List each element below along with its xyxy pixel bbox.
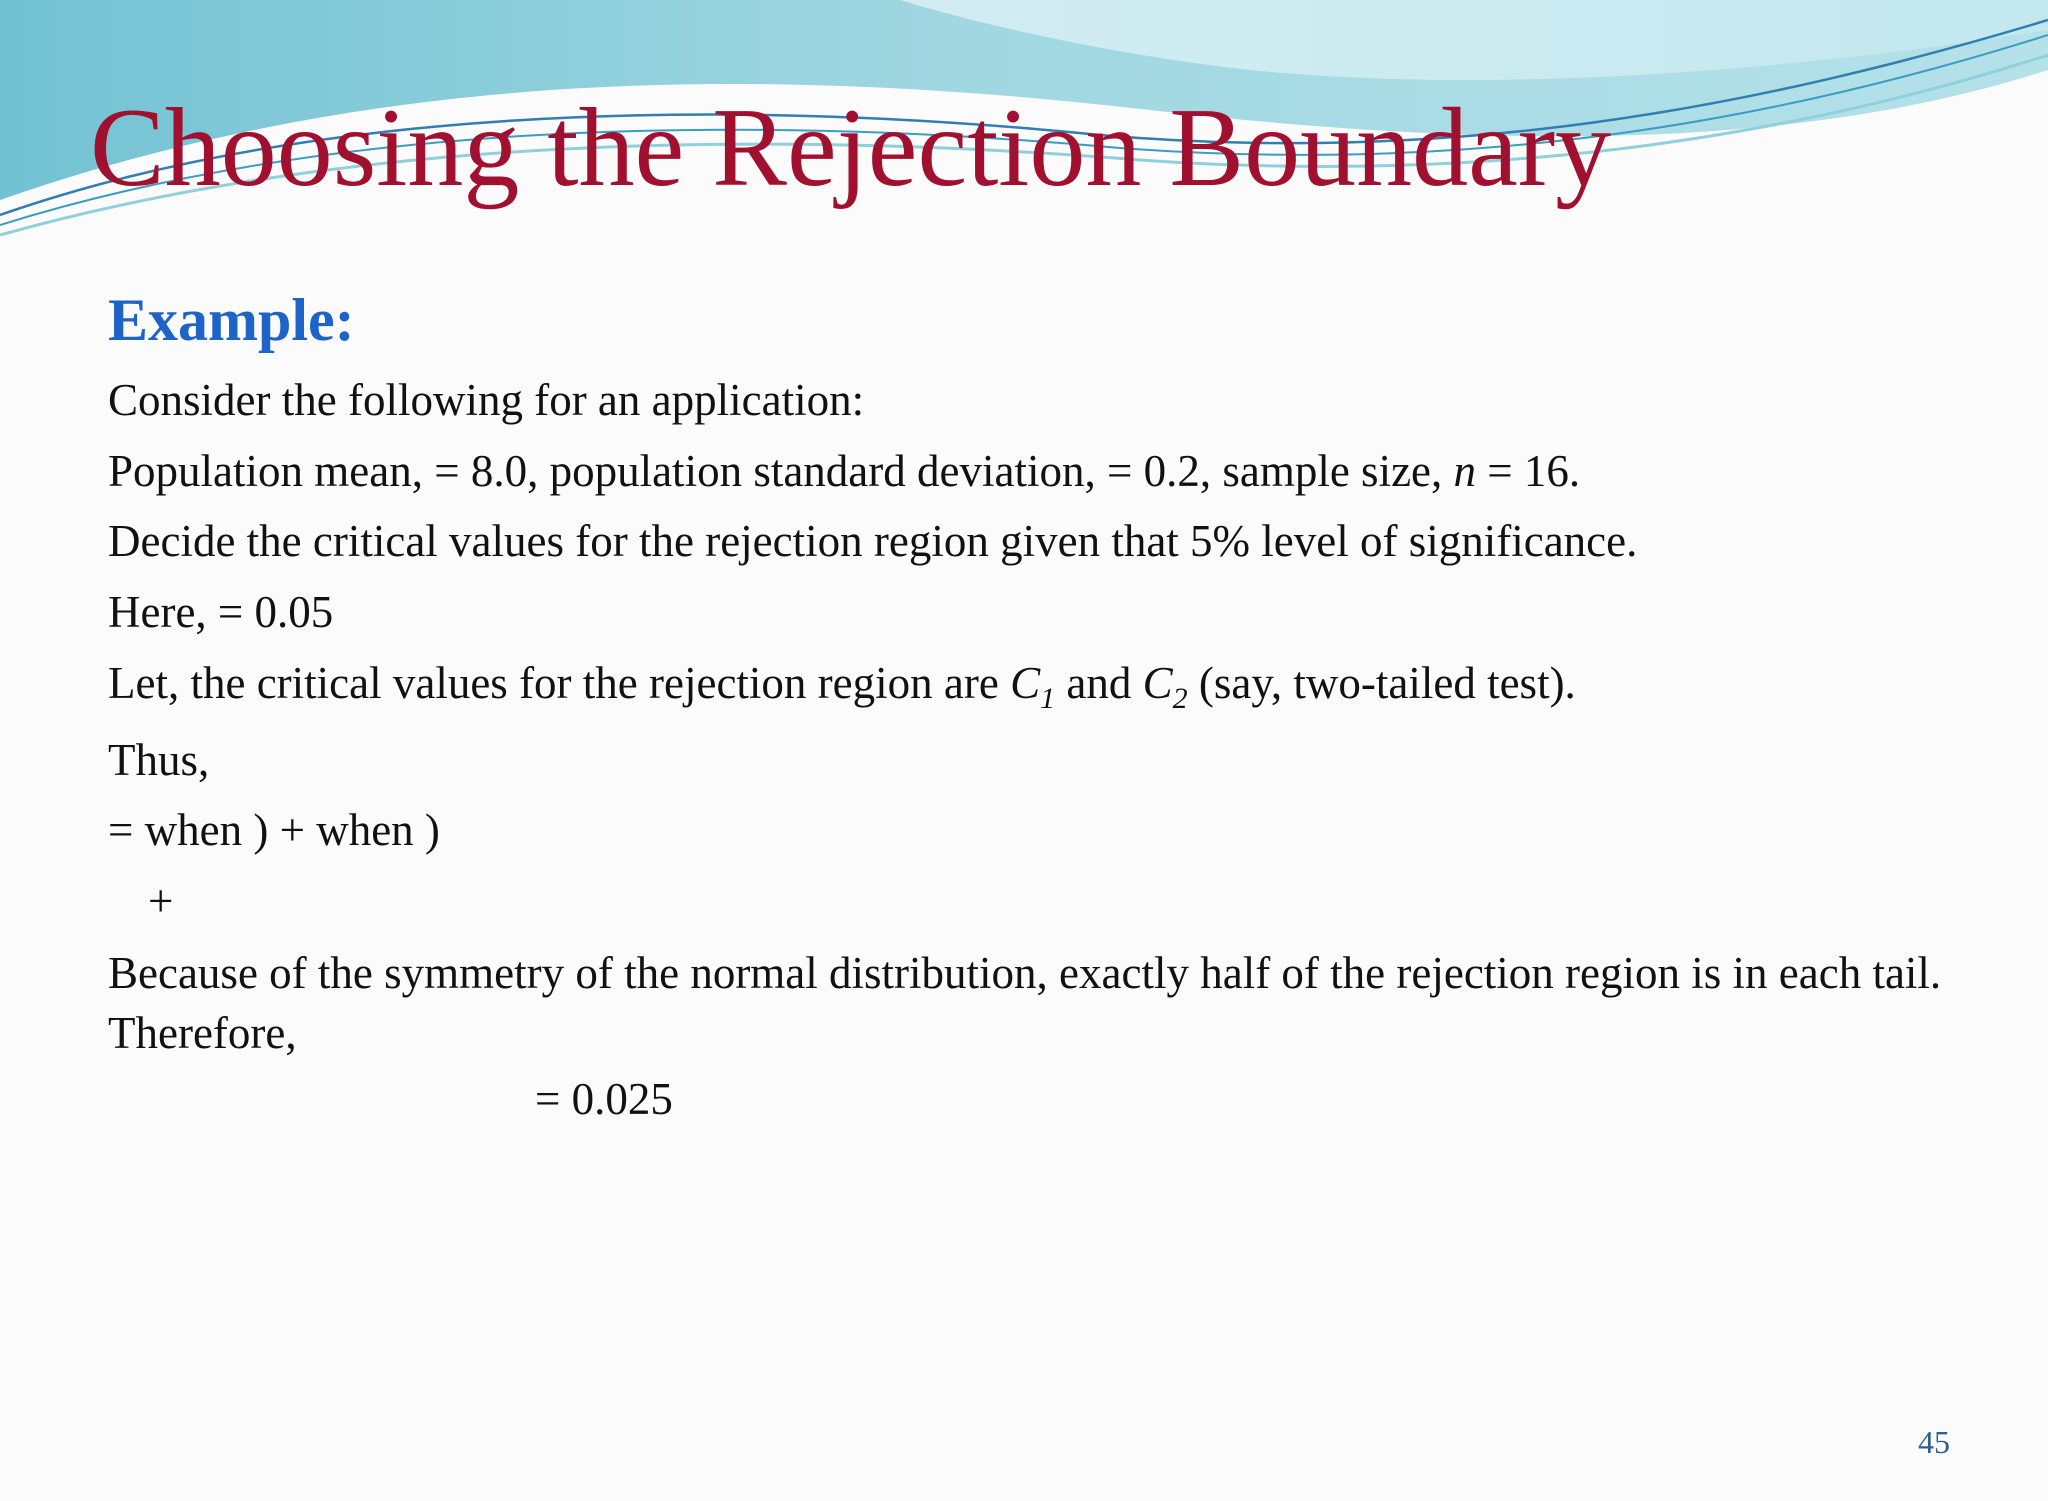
two-tailed-text: (say, two-tailed test).: [1187, 658, 1576, 708]
page-number: 45: [1918, 1424, 1950, 1460]
sample-size-symbol: n: [1453, 446, 1477, 496]
c2-symbol: C: [1142, 658, 1173, 708]
slide-title: Choosing the Rejection Boundary: [90, 86, 1612, 210]
example-heading: Example:: [108, 287, 355, 353]
text-line-intro: Consider the following for an application:: [108, 375, 865, 425]
and-text: and: [1055, 658, 1143, 708]
text-line-parameters: Population mean, = 8.0, population standard deviation, = 0.2, sample size, n = 16.: [108, 446, 1581, 496]
equation-line-result: = 0.025: [535, 1074, 673, 1124]
text-line-thus: Thus,: [108, 735, 210, 785]
text-line-decide: Decide the critical values for the rejection region given that 5% level of significance.: [108, 516, 1638, 566]
text-line-critical-values: [108, 655, 1576, 727]
c1-symbol: C: [1010, 658, 1041, 708]
text-line-symmetry: Because of the symmetry of the normal distribution, exactly half of the rejection region is in each tail. Therefore,: [108, 948, 1942, 1058]
critical-values-text: Let, the critical values for the rejection region are: [108, 658, 1011, 708]
c1-subscript: 1: [1040, 682, 1056, 715]
equation-line-2: +: [148, 876, 174, 926]
equation-line-1: = when ) + when ): [108, 805, 440, 855]
c2-subscript: 2: [1172, 682, 1188, 715]
text-line-alpha: Here, = 0.05: [108, 587, 334, 637]
